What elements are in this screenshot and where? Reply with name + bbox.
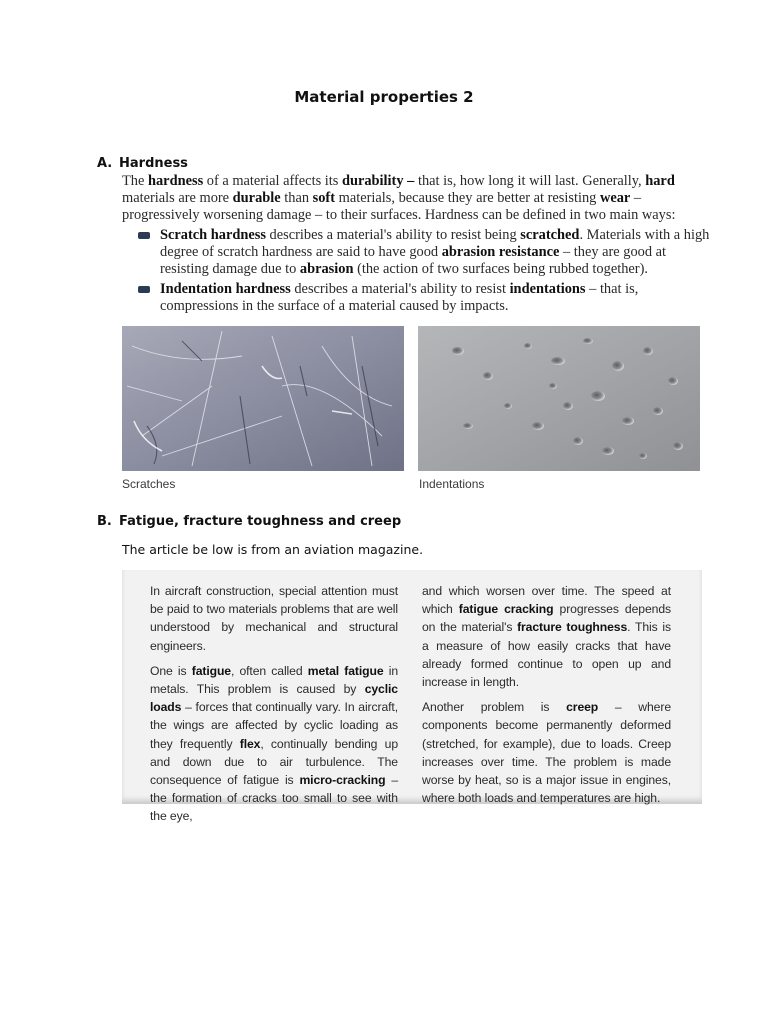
article-paragraph: and which worsen over time. The speed at which fatigue cracking progresses depends on the material's fracture toughness. This is a measure of how easily cracks that have already formed continue to open up and increase in length. (422, 584, 671, 690)
section-b-heading (97, 514, 401, 529)
bullet-icon (138, 286, 150, 293)
article-excerpt (122, 570, 702, 824)
section-b-letter: B. (97, 514, 112, 529)
caption-scratches: Scratches (122, 477, 176, 491)
article-paragraph: Another problem is creep – where components become permanently deformed (stretched, for example), due to loads. Creep increases over time. The problem is made worse by heat, so is a major issue in engines, where both loads and temperatures are high. (422, 700, 671, 806)
section-a-title: Hardness (119, 156, 188, 171)
article-paragraph: One is fatigue, often called metal fatigue in metals. This problem is caused by cyclic loads – forces that continually vary. In aircraft, the wings are affected by cyclic loading as they frequently flex, continually bending up and down due to air turbulence. The consequence of fatigue is micro-cracking – the formation of cracks too small to see with the eye, (150, 663, 398, 824)
page-title: Material properties 2 (294, 88, 474, 106)
bullet-icon (138, 232, 150, 239)
article-column-1 (150, 582, 398, 833)
article-intro: The article be low is from an aviation magazine. (122, 542, 424, 557)
bullet-indentation-hardness (122, 281, 712, 317)
bullet-text: Indentation hardness describes a material's ability to resist indentations – that is, compressions in the surface of a material caused by impacts. (160, 281, 639, 314)
section-a-letter: A. (97, 156, 113, 171)
hardness-intro: The hardness of a material affects its durability – that is, how long it will last. Generally, hard materials are more durable than soft materials, because they are better at resisting wear – progressively worsening damage – to their surfaces. Hardness can be defined in two main ways: (122, 173, 676, 223)
section-a-heading (97, 156, 188, 171)
section-b-title: Fatigue, fracture toughness and creep (119, 514, 402, 529)
indentations-photo (418, 326, 700, 471)
bullet-scratch-hardness (122, 227, 712, 279)
article-column-2 (422, 582, 671, 814)
bullet-text: Scratch hardness describes a material's ability to resist being scratched. Materials with a high degree of scratch hardness are said to have good abrasion resistance – they are good at resisting damage due to abrasion (the action of two surfaces being rubbed together). (160, 227, 710, 277)
scratches-photo (122, 326, 404, 471)
article-paragraph: In aircraft construction, special attention must be paid to two materials problems that are well understood by mechanical and structural engineers. (150, 584, 398, 653)
caption-indentations: Indentations (419, 477, 485, 491)
